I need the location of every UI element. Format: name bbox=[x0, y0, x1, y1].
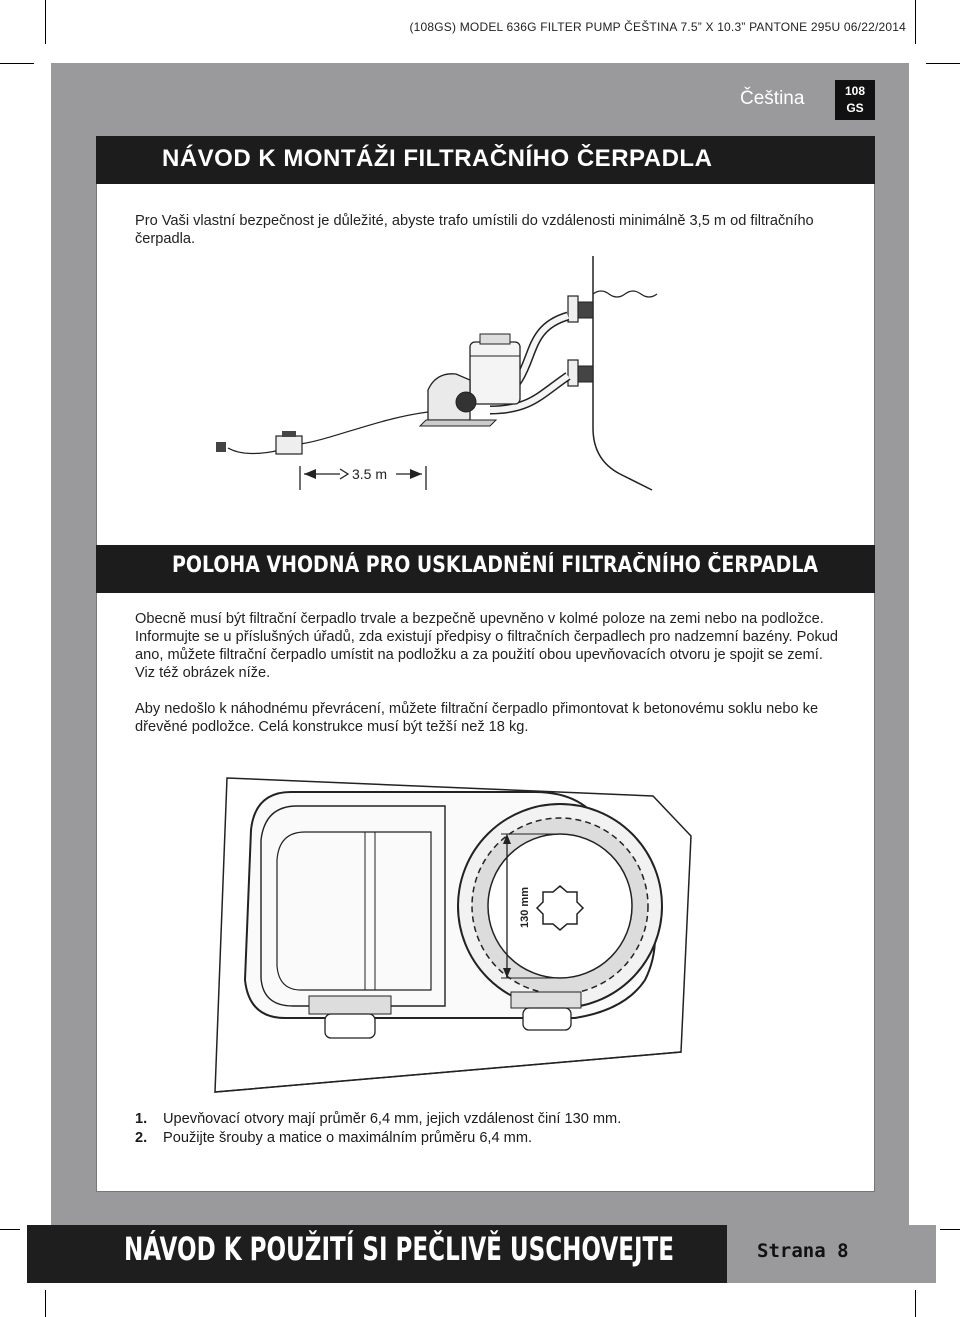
crop-mark bbox=[45, 0, 46, 44]
note-number: 1. bbox=[135, 1111, 148, 1127]
language-label: Čeština bbox=[740, 88, 805, 109]
note-text: Upevňovací otvory mají průměr 6,4 mm, jejich vzdálenost činí 130 mm. bbox=[163, 1111, 622, 1127]
page-number: Strana 8 bbox=[757, 1240, 849, 1262]
crop-mark bbox=[0, 63, 34, 64]
footer-title: NÁVOD K POUŽITÍ SI PEČLIVĚ USCHOVEJTE bbox=[124, 1230, 674, 1268]
badge-number: 108 bbox=[844, 84, 866, 98]
placement-text-1: Obecně musí být filtrační čerpadlo trvale a bezpečně upevněno v kolmé poloze na zemi nebo na podložce. Informujte se u příslušných úřadů, zda existují předpisy o filtračních čerpadlech pro nadzemní bazény. Pokud ano, můžete filtrační čerpadlo umístit na podložku a za použití obou upevňovacích otvoru je spojit se zemí. Viz též obrázek níže. bbox=[135, 611, 839, 681]
list-item bbox=[135, 1110, 621, 1129]
dimension-label: 130 mm bbox=[519, 887, 531, 928]
list-item bbox=[135, 1129, 621, 1148]
note-number: 2. bbox=[135, 1129, 148, 1146]
placement-text-2: Aby nedošlo k náhodnému převrácení, můžete filtrační čerpadlo přimontovat k betonovému soklu nebo ke dřevěné podložce. Celá konstrukce musí být težší než 18 kg. bbox=[135, 701, 819, 735]
badge-code: GS bbox=[846, 101, 864, 115]
crop-mark bbox=[915, 0, 916, 44]
crop-mark bbox=[940, 1229, 960, 1230]
crop-mark bbox=[45, 1290, 46, 1317]
pump-base-figure bbox=[205, 770, 695, 1105]
notes-list bbox=[135, 1110, 621, 1147]
print-metadata: (108GS) MODEL 636G FILTER PUMP ČEŠTINA 7.5” X 10.3” PANTONE 295U 06/22/2014 bbox=[409, 20, 906, 34]
note-text: Použijte šrouby a matice o maximálním průměru 6,4 mm. bbox=[163, 1129, 533, 1146]
installation-text: Pro Vaši vlastní bezpečnost je důležité, abyste trafo umístili do vzdálenosti minimálně 3,5 m od filtračního čerpadla. bbox=[135, 213, 814, 247]
crop-mark bbox=[915, 1290, 916, 1317]
distance-label: 3.5 m bbox=[352, 466, 388, 482]
crop-mark bbox=[926, 63, 960, 64]
installation-figure bbox=[200, 250, 660, 505]
section-title-placement: POLOHA VHODNÁ PRO USKLADNĚNÍ FILTRAČNÍHO ČERPADLA bbox=[172, 553, 819, 578]
section-title-installation: NÁVOD K MONTÁŽI FILTRAČNÍHO ČERPADLA bbox=[162, 145, 713, 172]
page-badge bbox=[835, 80, 875, 120]
crop-mark bbox=[0, 1229, 20, 1230]
